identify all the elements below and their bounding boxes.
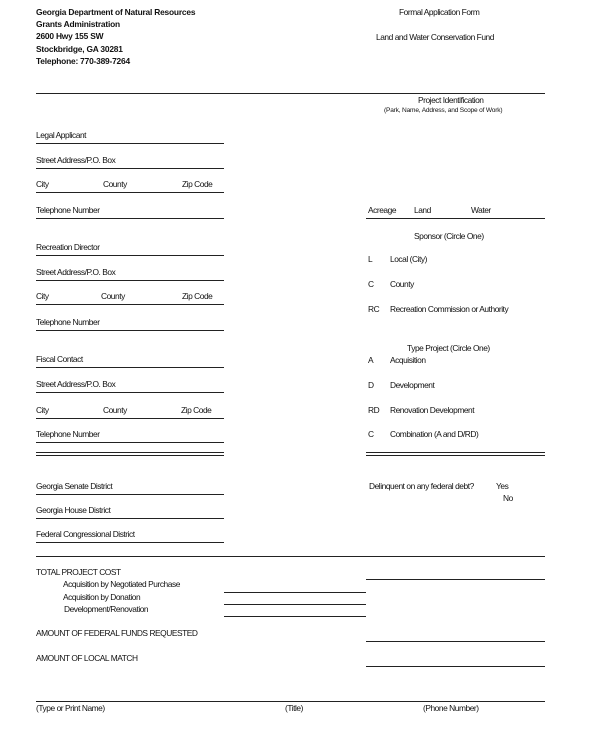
costs-divider	[36, 556, 545, 557]
type-option-acquisition[interactable]: Acquisition	[390, 355, 426, 365]
sponsor-option-local[interactable]: Local (City)	[390, 254, 427, 264]
project-identification-subtitle: (Park, Name, Address, and Scope of Work)	[384, 107, 503, 114]
delinquent-question: Delinquent on any federal debt?	[369, 481, 474, 491]
title-label: (Title)	[285, 703, 303, 713]
fiscal-city-label: City	[36, 405, 49, 415]
fiscal-zip-label: Zip Code	[181, 405, 212, 415]
negotiated-purchase-line[interactable]	[224, 592, 366, 593]
house-district-label: Georgia House District	[36, 505, 111, 515]
senate-district-line[interactable]	[36, 494, 224, 495]
agency-division: Grants Administration	[36, 19, 120, 29]
agency-street: 2600 Hwy 155 SW	[36, 31, 104, 41]
phone-number-label: (Phone Number)	[423, 703, 479, 713]
total-project-cost-label: TOTAL PROJECT COST	[36, 567, 121, 577]
applicant-street-label: Street Address/P.O. Box	[36, 155, 116, 165]
type-project-title: Type Project (Circle One)	[407, 343, 490, 353]
director-street-line[interactable]	[36, 280, 224, 281]
federal-funds-line[interactable]	[366, 641, 545, 642]
fund-name: Land and Water Conservation Fund	[376, 32, 494, 42]
director-phone-label: Telephone Number	[36, 317, 100, 327]
agency-name: Georgia Department of Natural Resources	[36, 7, 196, 17]
fiscal-phone-line[interactable]	[36, 442, 224, 443]
print-name-label: (Type or Print Name)	[36, 703, 105, 713]
acreage-line[interactable]	[366, 218, 545, 219]
congressional-district-line[interactable]	[36, 542, 224, 543]
delinquent-yes[interactable]: Yes	[496, 481, 509, 491]
left-double-rule	[36, 452, 224, 456]
applicant-phone-line[interactable]	[36, 218, 224, 219]
sponsor-option-county[interactable]: County	[390, 279, 414, 289]
acreage-label: Acreage	[368, 205, 397, 215]
recreation-director-label: Recreation Director	[36, 242, 100, 252]
recreation-director-line[interactable]	[36, 255, 224, 256]
project-identification-title: Project Identification	[418, 95, 484, 105]
congressional-district-label: Federal Congressional District	[36, 529, 135, 539]
applicant-phone-label: Telephone Number	[36, 205, 100, 215]
agency-city: Stockbridge, GA 30281	[36, 44, 123, 54]
total-project-cost-line[interactable]	[366, 579, 545, 580]
director-street-label: Street Address/P.O. Box	[36, 267, 116, 277]
fiscal-phone-label: Telephone Number	[36, 429, 100, 439]
legal-applicant-label: Legal Applicant	[36, 130, 87, 140]
director-zip-label: Zip Code	[182, 291, 213, 301]
fiscal-contact-label: Fiscal Contact	[36, 354, 83, 364]
senate-district-label: Georgia Senate District	[36, 481, 113, 491]
local-match-line[interactable]	[366, 666, 545, 667]
director-city-line[interactable]	[36, 304, 224, 305]
house-district-line[interactable]	[36, 518, 224, 519]
donation-label: Acquisition by Donation	[63, 592, 141, 602]
legal-applicant-line[interactable]	[36, 143, 224, 144]
applicant-zip-label: Zip Code	[182, 179, 213, 189]
applicant-city-line[interactable]	[36, 192, 224, 193]
applicant-county-label: County	[103, 179, 127, 189]
director-phone-line[interactable]	[36, 330, 224, 331]
type-code-acquisition[interactable]: A	[368, 355, 374, 365]
sponsor-code-recreation[interactable]: RC	[368, 304, 380, 314]
sponsor-code-county[interactable]: C	[368, 279, 374, 289]
agency-phone: Telephone: 770-389-7264	[36, 56, 130, 66]
acreage-water-label: Water	[471, 205, 491, 215]
fiscal-county-label: County	[103, 405, 127, 415]
right-double-rule	[366, 452, 545, 456]
header-divider	[36, 93, 545, 94]
fiscal-street-line[interactable]	[36, 392, 224, 393]
type-option-renovation[interactable]: Renovation Development	[390, 405, 475, 415]
federal-funds-label: AMOUNT OF FEDERAL FUNDS REQUESTED	[36, 628, 198, 638]
form-title: Formal Application Form	[399, 7, 480, 17]
type-code-renovation[interactable]: RD	[368, 405, 380, 415]
negotiated-purchase-label: Acquisition by Negotiated Purchase	[63, 579, 180, 589]
sponsor-code-local[interactable]: L	[368, 254, 373, 264]
applicant-street-line[interactable]	[36, 168, 224, 169]
type-option-combination[interactable]: Combination (A and D/RD)	[390, 429, 479, 439]
fiscal-contact-line[interactable]	[36, 367, 224, 368]
signature-line[interactable]	[36, 701, 545, 702]
local-match-label: AMOUNT OF LOCAL MATCH	[36, 653, 138, 663]
fiscal-street-label: Street Address/P.O. Box	[36, 379, 116, 389]
delinquent-no[interactable]: No	[503, 493, 513, 503]
fiscal-city-line[interactable]	[36, 418, 224, 419]
type-code-combination[interactable]: C	[368, 429, 374, 439]
development-renovation-label: Development/Renovation	[64, 604, 149, 614]
director-county-label: County	[101, 291, 125, 301]
donation-line[interactable]	[224, 604, 366, 605]
development-renovation-line[interactable]	[224, 616, 366, 617]
applicant-city-label: City	[36, 179, 49, 189]
director-city-label: City	[36, 291, 49, 301]
sponsor-title: Sponsor (Circle One)	[414, 231, 484, 241]
type-code-development[interactable]: D	[368, 380, 374, 390]
sponsor-option-recreation[interactable]: Recreation Commission or Authority	[390, 304, 509, 314]
type-option-development[interactable]: Development	[390, 380, 435, 390]
acreage-land-label: Land	[414, 205, 431, 215]
